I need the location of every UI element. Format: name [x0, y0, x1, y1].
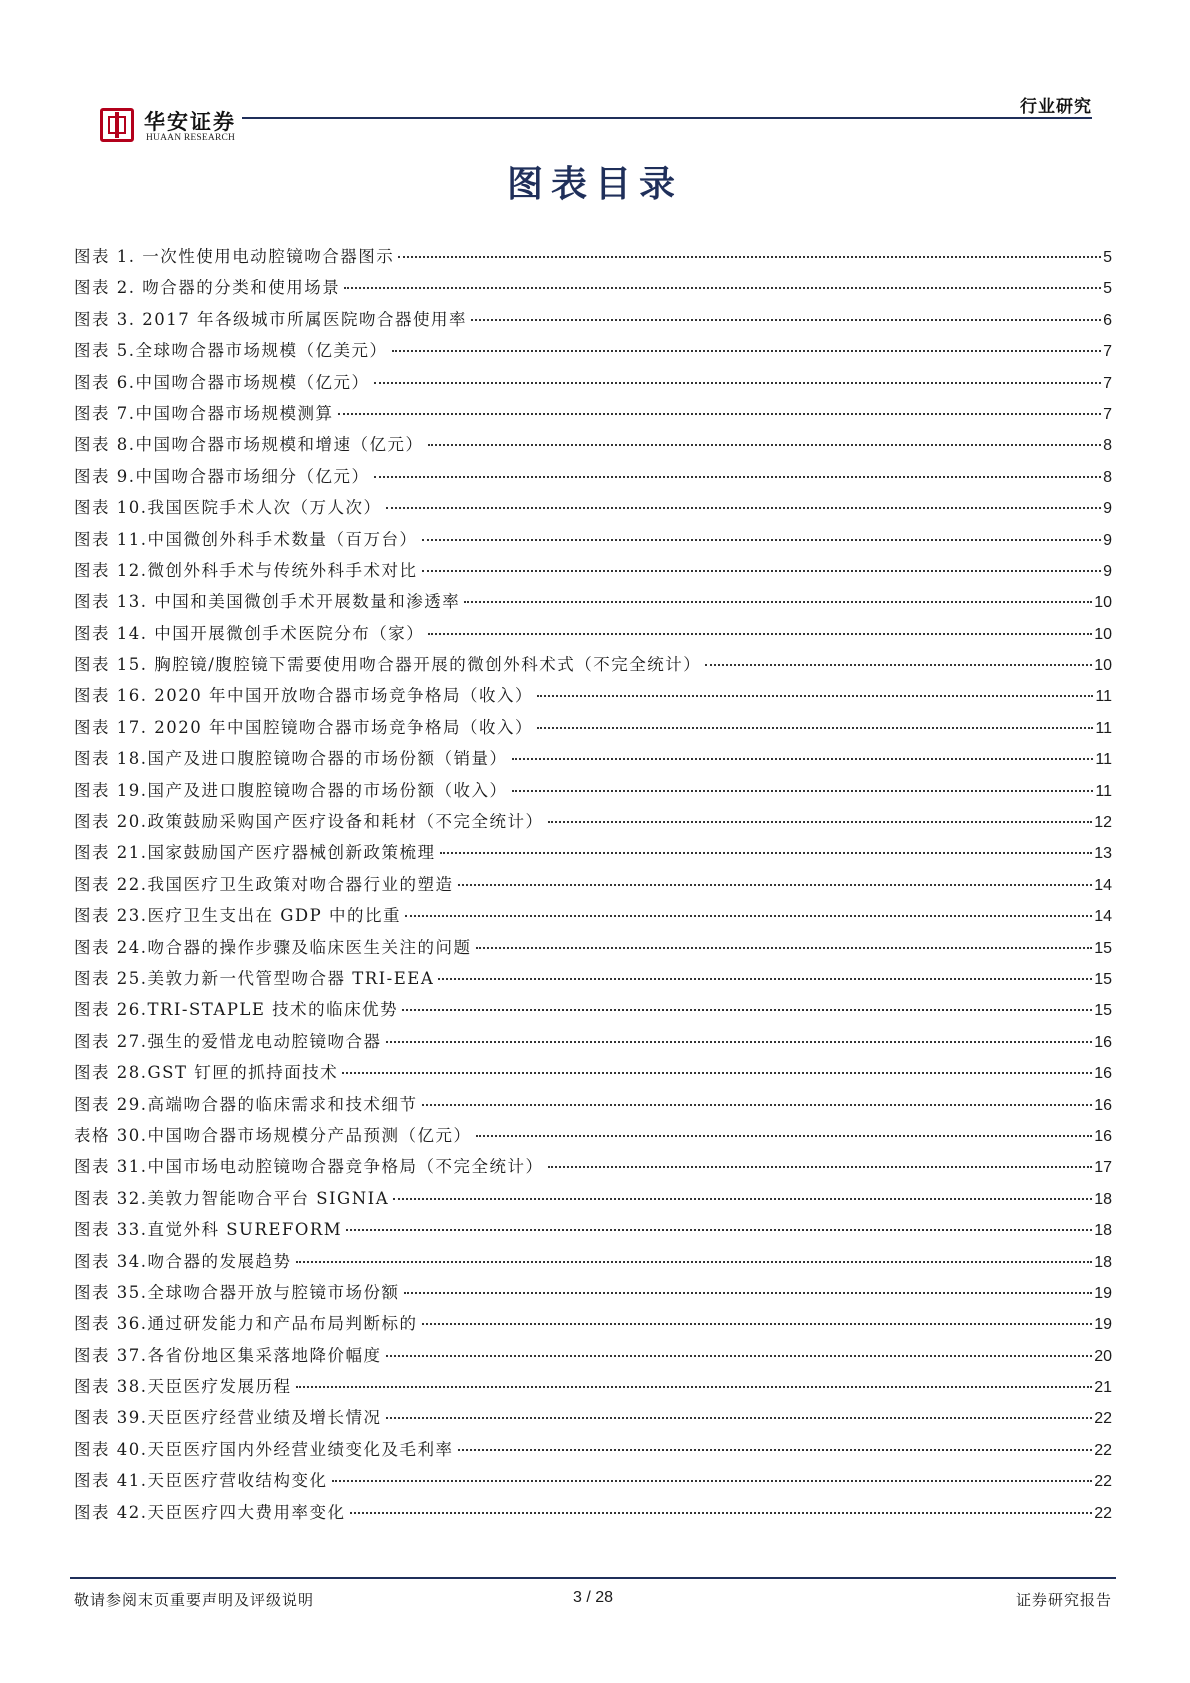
- toc-entry-label: 图表 2. 吻合器的分类和使用场景: [74, 278, 341, 298]
- toc-entry-page: 5: [1103, 249, 1112, 266]
- logo-chinese-name: 华安证券: [144, 109, 236, 134]
- footer-divider: [70, 1577, 1116, 1579]
- toc-dot-leader: [346, 1229, 1092, 1231]
- toc-entry[interactable]: [74, 1467, 1112, 1498]
- huaan-logo-icon: [100, 108, 134, 142]
- toc-entry-page: 14: [1094, 876, 1112, 894]
- toc-dot-leader: [537, 727, 1093, 729]
- toc-entry[interactable]: [74, 1028, 1112, 1059]
- toc-entry[interactable]: [74, 1373, 1112, 1404]
- toc-entry-page: 9: [1103, 531, 1112, 549]
- toc-entry-page: 18: [1094, 1190, 1112, 1208]
- toc-entry-label: 图表 29.高端吻合器的临床需求和技术细节: [74, 1094, 418, 1114]
- toc-entry[interactable]: [74, 557, 1112, 588]
- toc-entry[interactable]: [74, 902, 1112, 933]
- toc-dot-leader: [386, 507, 1102, 509]
- toc-dot-leader: [374, 476, 1102, 478]
- header-divider: [242, 117, 1092, 119]
- page-header: [92, 92, 1092, 152]
- toc-entry[interactable]: [74, 243, 1112, 274]
- toc-entry-label: 图表 36.通过研发能力和产品布局判断标的: [74, 1314, 418, 1334]
- toc-dot-leader: [386, 1041, 1093, 1043]
- toc-entry[interactable]: [74, 369, 1112, 400]
- toc-entry[interactable]: [74, 745, 1112, 776]
- toc-entry-page: 11: [1095, 719, 1112, 737]
- toc-entry-label: 图表 5.全球吻合器市场规模（亿美元）: [74, 341, 388, 361]
- toc-entry-label: 图表 7.中国吻合器市场规模测算: [74, 403, 334, 423]
- toc-entry-page: 16: [1094, 1033, 1112, 1051]
- toc-entry[interactable]: [74, 1342, 1112, 1373]
- toc-entry[interactable]: [74, 1185, 1112, 1216]
- toc-entry[interactable]: [74, 526, 1112, 557]
- toc-entry-page: 10: [1094, 594, 1112, 612]
- toc-dot-leader: [548, 1166, 1093, 1168]
- toc-dot-leader: [374, 382, 1102, 384]
- toc-dot-leader: [458, 884, 1093, 886]
- toc-dot-leader: [512, 758, 1094, 760]
- toc-entry[interactable]: [74, 1216, 1112, 1247]
- toc-entry-label: 图表 1. 一次性使用电动腔镜吻合器图示: [74, 247, 395, 266]
- toc-entry-page: 10: [1094, 657, 1112, 675]
- toc-entry-label: 图表 37.各省份地区集采落地降价幅度: [74, 1345, 382, 1365]
- toc-entry-page: 18: [1094, 1222, 1112, 1240]
- toc-entry-page: 8: [1103, 468, 1112, 486]
- toc-entry[interactable]: [74, 1404, 1112, 1435]
- toc-entry[interactable]: [74, 463, 1112, 494]
- toc-entry-label: 图表 26.TRI-STAPLE 技术的临床优势: [74, 1000, 399, 1020]
- toc-entry-page: 16: [1094, 1127, 1112, 1145]
- toc-entry[interactable]: [74, 1436, 1112, 1467]
- toc-entry-label: 表格 30.中国吻合器市场规模分产品预测（亿元）: [74, 1125, 472, 1145]
- toc-dot-leader: [471, 319, 1101, 321]
- toc-entry-page: 22: [1094, 1410, 1112, 1428]
- toc-entry-page: 7: [1103, 343, 1112, 361]
- toc-entry[interactable]: [74, 934, 1112, 965]
- toc-entry-page: 21: [1094, 1379, 1112, 1397]
- table-of-figures: [74, 243, 1112, 1530]
- toc-entry[interactable]: [74, 494, 1112, 525]
- toc-entry[interactable]: [74, 714, 1112, 745]
- toc-entry-label: 图表 25.美敦力新一代管型吻合器 TRI-EEA: [74, 968, 435, 988]
- toc-entry-label: 图表 8.中国吻合器市场规模和增速（亿元）: [74, 435, 424, 455]
- toc-dot-leader: [512, 790, 1094, 792]
- toc-entry-page: 22: [1094, 1504, 1112, 1522]
- toc-entry[interactable]: [74, 1091, 1112, 1122]
- toc-dot-leader: [422, 1323, 1093, 1325]
- toc-entry[interactable]: [74, 1310, 1112, 1341]
- toc-entry-page: 6: [1103, 311, 1112, 329]
- toc-entry-page: 19: [1094, 1284, 1112, 1302]
- toc-entry-label: 图表 33.直觉外科 SUREFORM: [74, 1220, 343, 1240]
- toc-entry-page: 11: [1095, 688, 1112, 706]
- toc-entry-label: 图表 22.我国医疗卫生政策对吻合器行业的塑造: [74, 874, 454, 894]
- toc-entry-page: 18: [1094, 1253, 1112, 1271]
- toc-dot-leader: [296, 1261, 1093, 1263]
- toc-entry-label: 图表 32.美敦力智能吻合平台 SIGNIA: [74, 1188, 390, 1208]
- toc-entry[interactable]: [74, 1153, 1112, 1184]
- toc-entry-label: 图表 6.中国吻合器市场规模（亿元）: [74, 372, 370, 392]
- toc-entry[interactable]: [74, 651, 1112, 682]
- toc-entry[interactable]: [74, 808, 1112, 839]
- toc-dot-leader: [537, 695, 1093, 697]
- toc-entry-label: 图表 41.天臣医疗营收结构变化: [74, 1471, 328, 1491]
- toc-entry[interactable]: [74, 1279, 1112, 1310]
- toc-entry-page: 16: [1094, 1096, 1112, 1114]
- toc-entry-page: 22: [1094, 1441, 1112, 1459]
- toc-entry-page: 15: [1094, 1002, 1112, 1020]
- toc-entry-page: 17: [1094, 1159, 1112, 1177]
- section-tag: 行业研究: [1020, 97, 1092, 117]
- toc-dot-leader: [422, 1104, 1093, 1106]
- toc-dot-leader: [332, 1480, 1093, 1482]
- toc-entry-page: 15: [1094, 970, 1112, 988]
- toc-entry[interactable]: [74, 996, 1112, 1027]
- toc-entry[interactable]: [74, 337, 1112, 368]
- toc-dot-leader: [296, 1386, 1093, 1388]
- toc-entry-page: 16: [1094, 1065, 1112, 1083]
- toc-entry-label: 图表 21.国家鼓励国产医疗器械创新政策梳理: [74, 843, 436, 863]
- toc-entry-label: 图表 11.中国微创外科手术数量（百万台）: [74, 529, 418, 549]
- toc-entry[interactable]: [74, 839, 1112, 870]
- toc-entry-label: 图表 3. 2017 年各级城市所属医院吻合器使用率: [74, 309, 467, 329]
- toc-entry[interactable]: [74, 871, 1112, 902]
- toc-entry[interactable]: [74, 306, 1112, 337]
- page-footer: [74, 1589, 1112, 1613]
- toc-dot-leader: [458, 1449, 1093, 1451]
- toc-entry-page: 7: [1103, 405, 1112, 423]
- toc-entry-page: 9: [1103, 500, 1112, 518]
- toc-entry-label: 图表 9.中国吻合器市场细分（亿元）: [74, 466, 370, 486]
- logo-english-name: HUAAN RESEARCH: [146, 133, 236, 143]
- toc-dot-leader: [398, 256, 1101, 258]
- toc-entry-label: 图表 14. 中国开展微创手术医院分布（家）: [74, 623, 425, 643]
- disclaimer-note: 敬请参阅末页重要声明及评级说明: [74, 1591, 315, 1609]
- toc-entry-page: 15: [1094, 939, 1112, 957]
- toc-entry-page: 22: [1094, 1473, 1112, 1491]
- toc-entry[interactable]: [74, 274, 1112, 305]
- report-type: 证券研究报告: [1015, 1591, 1112, 1609]
- toc-entry[interactable]: [74, 1059, 1112, 1090]
- toc-entry-page: 9: [1103, 562, 1112, 580]
- toc-entry-label: 图表 39.天臣医疗经营业绩及增长情况: [74, 1408, 382, 1428]
- toc-dot-leader: [393, 1198, 1092, 1200]
- toc-entry-label: 图表 17. 2020 年中国腔镜吻合器市场竞争格局（收入）: [74, 717, 533, 737]
- toc-dot-leader: [476, 1135, 1093, 1137]
- toc-dot-leader: [342, 1072, 1092, 1074]
- toc-entry-label: 图表 15. 胸腔镜/腹腔镜下需要使用吻合器开展的微创外科术式（不完全统计）: [74, 655, 702, 675]
- toc-entry-page: 7: [1103, 374, 1112, 392]
- toc-dot-leader: [404, 1292, 1093, 1294]
- toc-entry-label: 图表 31.中国市场电动腔镜吻合器竞争格局（不完全统计）: [74, 1157, 544, 1177]
- toc-entry[interactable]: [74, 620, 1112, 651]
- toc-entry-label: 图表 24.吻合器的操作步骤及临床医生关注的问题: [74, 937, 472, 957]
- toc-dot-leader: [464, 601, 1092, 603]
- toc-entry-label: 图表 35.全球吻合器开放与腔镜市场份额: [74, 1282, 400, 1302]
- toc-dot-leader: [428, 633, 1092, 635]
- toc-entry-label: 图表 38.天臣医疗发展历程: [74, 1377, 292, 1397]
- toc-entry[interactable]: [74, 431, 1112, 462]
- toc-entry-label: 图表 10.我国医院手术人次（万人次）: [74, 498, 382, 518]
- toc-dot-leader: [548, 821, 1093, 823]
- toc-dot-leader: [476, 947, 1093, 949]
- page-number: 3 / 28: [572, 1589, 614, 1606]
- toc-entry[interactable]: [74, 1122, 1112, 1153]
- toc-entry[interactable]: [74, 588, 1112, 619]
- toc-entry-label: 图表 40.天臣医疗国内外经营业绩变化及毛利率: [74, 1439, 454, 1459]
- page-title: 图表目录: [506, 164, 683, 205]
- toc-entry-label: 图表 19.国产及进口腹腔镜吻合器的市场份额（收入）: [74, 780, 508, 800]
- toc-dot-leader: [438, 978, 1092, 980]
- toc-dot-leader: [428, 444, 1102, 446]
- toc-entry-page: 20: [1094, 1347, 1112, 1365]
- toc-entry[interactable]: [74, 777, 1112, 808]
- toc-entry-label: 图表 18.国产及进口腹腔镜吻合器的市场份额（销量）: [74, 749, 508, 769]
- toc-entry-label: 图表 13. 中国和美国微创手术开展数量和渗透率: [74, 592, 461, 612]
- toc-entry[interactable]: [74, 1248, 1112, 1279]
- toc-dot-leader: [705, 664, 1092, 666]
- toc-entry-page: 11: [1095, 782, 1112, 800]
- toc-entry-label: 图表 23.医疗卫生支出在 GDP 中的比重: [74, 906, 401, 926]
- toc-entry[interactable]: [74, 400, 1112, 431]
- toc-dot-leader: [350, 1512, 1093, 1514]
- toc-entry[interactable]: [74, 1499, 1112, 1530]
- toc-dot-leader: [392, 350, 1102, 352]
- toc-entry[interactable]: [74, 965, 1112, 996]
- toc-entry-label: 图表 12.微创外科手术与传统外科手术对比: [74, 560, 418, 580]
- toc-dot-leader: [344, 287, 1101, 289]
- toc-entry-page: 13: [1094, 845, 1112, 863]
- toc-dot-leader: [422, 570, 1102, 572]
- toc-entry-page: 12: [1094, 814, 1112, 832]
- toc-entry-label: 图表 20.政策鼓励采购国产医疗设备和耗材（不完全统计）: [74, 812, 544, 832]
- toc-entry-page: 11: [1095, 751, 1112, 769]
- toc-entry-page: 19: [1094, 1316, 1112, 1334]
- toc-dot-leader: [422, 539, 1102, 541]
- toc-dot-leader: [405, 915, 1092, 917]
- toc-dot-leader: [338, 413, 1102, 415]
- toc-entry-page: 5: [1103, 280, 1112, 298]
- toc-entry-label: 图表 16. 2020 年中国开放吻合器市场竞争格局（收入）: [74, 686, 533, 706]
- toc-entry-label: 图表 34.吻合器的发展趋势: [74, 1251, 292, 1271]
- toc-entry[interactable]: [74, 682, 1112, 713]
- toc-dot-leader: [386, 1417, 1093, 1419]
- toc-dot-leader: [440, 852, 1093, 854]
- toc-entry-page: 10: [1094, 625, 1112, 643]
- toc-entry-page: 14: [1094, 908, 1112, 926]
- toc-dot-leader: [402, 1009, 1092, 1011]
- toc-entry-label: 图表 28.GST 钉匣的抓持面技术: [74, 1063, 339, 1083]
- toc-entry-label: 图表 27.强生的爱惜龙电动腔镜吻合器: [74, 1031, 382, 1051]
- toc-dot-leader: [386, 1355, 1093, 1357]
- toc-entry-label: 图表 42.天臣医疗四大费用率变化: [74, 1502, 346, 1522]
- toc-entry-page: 8: [1103, 437, 1112, 455]
